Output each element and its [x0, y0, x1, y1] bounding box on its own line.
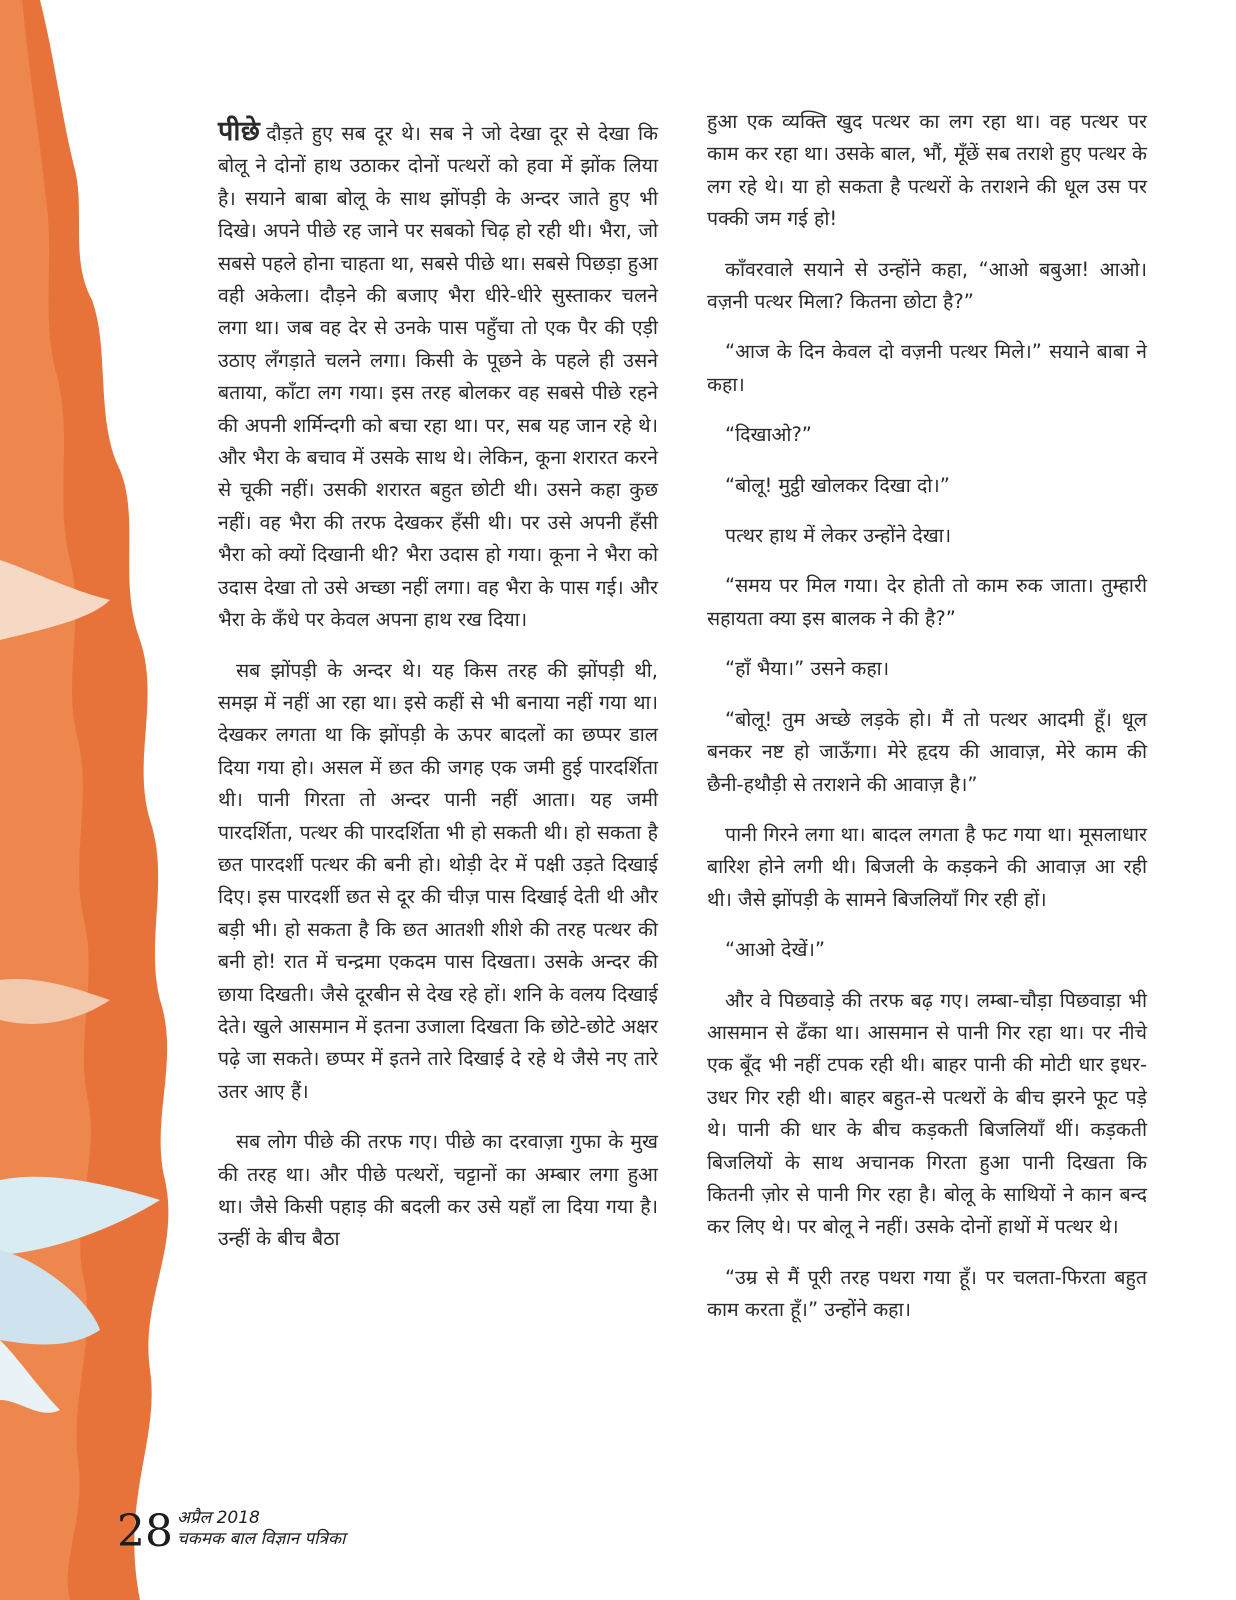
- paragraph-4: “दिखाओ?”: [725, 423, 812, 447]
- watercolor-illustration: [0, 0, 240, 1600]
- paragraph-8: “हाँ भैया।” उसने कहा।: [725, 657, 890, 681]
- paragraph-13: “उम्र से मैं पूरी तरह पथरा गया हूँ। पर चलता-फिरता बहुत काम करता हूँ।” उन्होंने कहा।: [707, 1265, 1147, 1322]
- paragraph-2: सब झोंपड़ी के अन्दर थे। यह किस तरह की झोंपड़ी थी, समझ में नहीं आ रहा था। इसे कहीं से भी बनाया नहीं गया था। देखकर लगता था कि झोंपड़ी के ऊपर बादलों का छप्पर डाल दिया गया हो। असल में छत की जगह एक जमी हुई पारदर्शिता थी। पानी गिरता तो अन्दर पानी नहीं आता। यह जमी पारदर्शिता, पत्थर की पारदर्शिता भी हो सकती थी। हो सकता है छत पारदर्शी पत्थर की बनी हो। थोड़ी देर में पक्षी उड़ते दिखाई दिए। इस पारदर्शी छत से दूर की चीज़ पास दिखाई देती थी और बड़ी भी। हो सकता है कि छत आतशी शीशे की तरह पत्थर की बनी हो! रात में चन्द्रमा एकदम पास दिखता। उसके अन्दर की छाया दिखती। जैसे दूरबीन से देख रहे हों। शनि के वलय दिखाई देते। खुले आसमान में इतना उजाला दिखता कि छोटे-छोटे अक्षर पढ़े जा सकते। छप्पर में इतने तारे दिखाई दे रहे थे जैसे नए तारे उतर आए हैं।: [218, 658, 658, 1103]
- paragraph-7: “समय पर मिल गया। देर होती तो काम रुक जाता। तुम्हारी सहायता क्या इस बालक ने की है?”: [707, 574, 1147, 630]
- paragraph-1: [218, 116, 658, 637]
- lead-word: पीछे: [218, 116, 261, 147]
- right-text-column: [707, 106, 1147, 1345]
- paragraph-9: “बोलू! तुम अच्छे लड़के हो। मैं तो पत्थर आदमी हूँ। धूल बनकर नष्ट हो जाऊँगा। मेरे हृदय की आवाज़, मेरे काम की छैनी-हथौड़ी से तराशने की आवाज़ है।”: [707, 707, 1147, 796]
- footer-caption: [177, 1506, 345, 1550]
- paragraph-11: “आओ देखें।”: [725, 938, 825, 962]
- paragraph-3: सब लोग पीछे की तरफ गए। पीछे का दरवाज़ा गुफा के मुख की तरह था। और पीछे पत्थरों, चट्टानों का अम्बार लगा हुआ था। जैसे किसी पहाड़ की बदली कर उसे यहाँ ला दिया गया है। उन्हीं के बीच बैठा: [218, 1130, 658, 1251]
- paragraph-6: पत्थर हाथ में लेकर उन्होंने देखा।: [725, 524, 952, 548]
- left-text-column: [218, 116, 658, 1274]
- paragraph-12: और वे पिछवाड़े की तरफ बढ़ गए। लम्बा-चौड़ा पिछवाड़ा भी आसमान से ढँका था। आसमान से पानी गिर रहा था। पर नीचे एक बूँद भी नहीं टपक रही थी। बाहर पानी की मोटी धार इधर-उधर गिर रही थी। बाहर बहुत-से पत्थरों के बीच झरने फूट पड़े थे। पानी की धार के बीच कड़कती बिजलियाँ थीं। कड़कती बिजलियों के साथ अचानक गिरता हुआ पानी दिखता कि कितनी ज़ोर से पानी गिर रहा है। बोलू के साथियों ने कान बन्द कर लिए थे। पर बोलू ने नहीं। उसके दोनों हाथों में पत्थर थे।: [707, 988, 1147, 1239]
- paragraph-10: पानी गिरने लगा था। बादल लगता है फट गया था। मूसलाधार बारिश होने लगी थी। बिजली के कड़कने की आवाज़ आ रही थी। जैसे झोंपड़ी के सामने बिजलियाँ गिर रही हों।: [707, 822, 1147, 911]
- paragraph-2: काँवरवाले सयाने से उन्होंने कहा, “आओ बबुआ! आओ। वज़नी पत्थर मिला? कितना छोटा है?”: [707, 257, 1147, 314]
- page-footer: [117, 1506, 345, 1566]
- page-number: 28: [117, 1506, 173, 1557]
- issue-date: अप्रैल 2018: [177, 1508, 260, 1528]
- magazine-name: चकमक बाल विज्ञान पत्रिका: [177, 1529, 346, 1549]
- paragraph-1-text: दौड़ते हुए सब दूर थे। सब ने जो देखा दूर से देखा कि बोलू ने दोनों हाथ उठाकर दोनों पत्थरों को हवा में झोंक लिया है। सयाने बाबा बोलू के साथ झोंपड़ी के अन्दर जाते हुए भी दिखे। अपने पीछे रह जाने पर सबको चिढ़ हो रही थी। भैरा, जो सबसे पहले होना चाहता था, सबसे पीछे था। सबसे पिछड़ा हुआ वही अकेला। दौड़ने की बजाए भैरा धीरे-धीरे सुस्ताकर चलने लगा था। जब वह देर से उनके पास पहुँचा तो एक पैर की एड़ी उठाए लँगड़ाते चलने लगा। किसी के पूछने के पहले ही उसने बताया, काँटा लग गया। इस तरह बोलकर वह सबसे पीछे रहने की अपनी शर्मिन्दगी को बचा रहा था। पर, सब यह जान रहे थे। और भैरा के बचाव में उसके साथ थे। लेकिन, कूना शरारत करने से चूकी नहीं। उसकी शरारत बहुत छोटी थी। उसने कहा कुछ नहीं। वह भैरा की तरफ देखकर हँसी थी। पर उसे अपनी हँसी भैरा को क्यों दिखानी थी? भैरा उदास हो गया। कूना ने भैरा को उदास देखा तो उसे अच्छा नहीं लगा। वह भैरा के पास गई। और भैरा के कँधे पर केवल अपना हाथ रख दिया।: [218, 122, 658, 632]
- paragraph-3: “आज के दिन केवल दो वज़नी पत्थर मिले।” सयाने बाबा ने कहा।: [707, 340, 1147, 396]
- paragraph-5: “बोलू! मुट्ठी खोलकर दिखा दो।”: [725, 473, 950, 497]
- paragraph-1: हुआ एक व्यक्ति खुद पत्थर का लग रहा था। वह पत्थर पर काम कर रहा था। उसके बाल, भौं, मूँछें सब तराशे हुए पत्थर के लग रहे थे। या हो सकता है पत्थरों के तराशने की धूल उस पर पक्की जम गई हो!: [707, 110, 1147, 231]
